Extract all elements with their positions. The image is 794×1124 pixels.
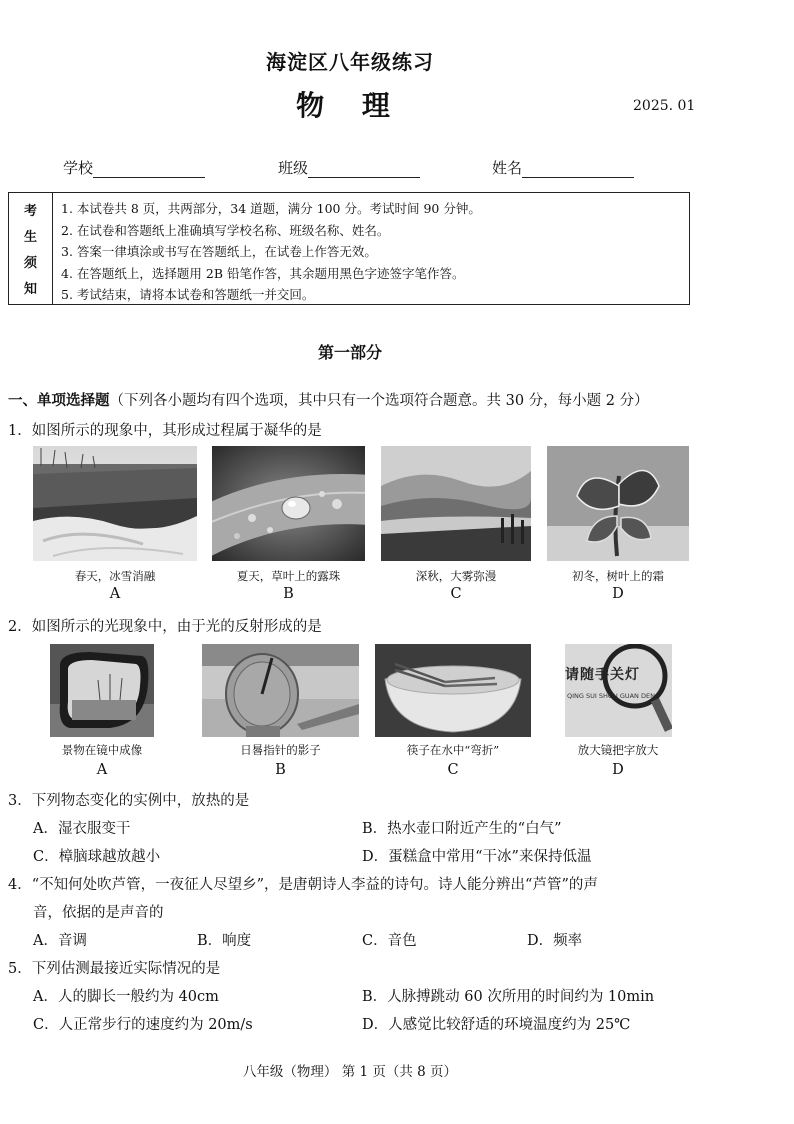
q2-option-a[interactable]: A xyxy=(96,762,108,778)
section-heading xyxy=(8,389,649,410)
q1-option-b[interactable]: B xyxy=(283,586,294,602)
magnifying-glass-icon xyxy=(565,644,672,737)
section-note: （下列各小题均有四个选项，其中只有一个选项符合题意。共 30 分，每小题 2 分） xyxy=(109,393,649,409)
notice-item: 4. 在答题纸上，选择题用 2B 铅笔作答，其余题用黑色字迹签字笔作答。 xyxy=(61,265,465,281)
q3-option-a[interactable]: A．湿衣服变干 xyxy=(33,821,131,837)
q1-option-a[interactable]: A xyxy=(109,586,121,602)
q4-option-b[interactable]: B．响度 xyxy=(197,933,252,949)
sundial-photo xyxy=(202,644,359,737)
question-3-stem: 3．下列物态变化的实例中，放热的是 xyxy=(8,793,250,809)
page-footer: 八年级（物理） 第 1 页（共 8 页） xyxy=(242,1064,458,1080)
q2-caption-b: 日晷指针的影子 xyxy=(240,743,321,757)
dew-drop-photo xyxy=(212,446,365,561)
frost-leaf-photo xyxy=(547,446,689,561)
q2-caption-c: 筷子在水中“弯折” xyxy=(406,743,500,757)
question-2-stem: 2．如图所示的光现象中，由于光的反射形成的是 xyxy=(8,619,322,635)
notice-item: 2. 在试卷和答题纸上准确填写学校名称、班级名称、姓名。 xyxy=(61,222,390,238)
subject-title: 物 理 xyxy=(296,89,404,122)
question-4-stem-line2: 音，依据的是声音的 xyxy=(33,905,164,921)
q1-caption-c: 深秋，大雾弥漫 xyxy=(415,569,497,583)
class-label: 班级 xyxy=(278,159,309,177)
q4-option-c[interactable]: C．音色 xyxy=(362,933,417,949)
class-field xyxy=(278,157,420,178)
exam-date: 2025. 01 xyxy=(633,98,696,114)
car-mirror-photo xyxy=(50,644,154,737)
q1-option-d[interactable]: D xyxy=(612,586,624,602)
q2-option-b[interactable]: B xyxy=(275,762,286,778)
notice-item: 3. 答案一律填涂或书写在答题纸上，在试卷上作答无效。 xyxy=(61,244,377,259)
q2-caption-d: 放大镜把字放大 xyxy=(577,743,659,757)
name-field xyxy=(492,157,634,178)
q2-option-d[interactable]: D xyxy=(612,762,624,778)
sign-text: 请随手关灯 xyxy=(565,667,640,683)
q5-option-c[interactable]: C．人正常步行的速度约为 20m/s xyxy=(33,1017,253,1033)
river-ice-photo xyxy=(33,446,197,561)
q3-option-d[interactable]: D．蛋糕盒中常用“干冰”来保持低温 xyxy=(362,849,592,865)
q4-option-a[interactable]: A．音调 xyxy=(33,933,87,949)
q5-option-a[interactable]: A．人的脚长一般约为 40cm xyxy=(33,989,219,1005)
notice-items xyxy=(61,198,481,306)
sign-pinyin: QING SUI SHOU GUAN DENG xyxy=(567,692,660,700)
question-1-stem: 1．如图所示的现象中，其形成过程属于凝华的是 xyxy=(8,423,322,439)
part-title: 第一部分 xyxy=(317,343,382,362)
q1-caption-d: 初冬，树叶上的霜 xyxy=(572,569,664,583)
foggy-mountain-photo xyxy=(381,446,531,561)
class-blank[interactable] xyxy=(308,163,420,178)
notice-item: 5. 考试结束，请将本试卷和答题纸一并交回。 xyxy=(61,287,315,302)
question-5-stem: 5．下列估测最接近实际情况的是 xyxy=(8,961,221,977)
notice-item: 1. 本试卷共 8 页，共两部分，34 道题，满分 100 分。考试时间 90 分钟。 xyxy=(61,201,481,216)
q5-option-b[interactable]: B．人脉搏跳动 60 次所用的时间约为 10min xyxy=(362,989,655,1005)
q5-option-d[interactable]: D．人感觉比较舒适的环境温度约为 25℃ xyxy=(362,1017,631,1033)
name-label: 姓名 xyxy=(492,159,523,177)
q1-option-c[interactable]: C xyxy=(450,586,462,602)
notice-box xyxy=(8,192,690,305)
question-4-stem-line1: 4．“不知何处吹芦管，一夜征人尽望乡”，是唐朝诗人李益的诗句。诗人能分辨出“芦管”的声 xyxy=(8,877,598,893)
q3-option-c[interactable]: C．樟脑球越放越小 xyxy=(33,849,161,865)
magnifier-photo xyxy=(565,644,672,737)
school-label: 学校 xyxy=(63,159,94,177)
chopsticks-bowl-photo xyxy=(375,644,531,737)
school-field xyxy=(63,157,205,178)
exam-title: 海淀区八年级练习 xyxy=(266,50,434,74)
q2-caption-a: 景物在镜中成像 xyxy=(61,743,143,757)
name-blank[interactable] xyxy=(522,163,634,178)
section-heading-label: 一、单项选择题 xyxy=(8,392,110,409)
q1-caption-b: 夏天，草叶上的露珠 xyxy=(236,569,341,583)
school-blank[interactable] xyxy=(93,163,205,178)
q2-option-c[interactable]: C xyxy=(447,762,459,778)
q1-caption-a: 春天，冰雪消融 xyxy=(74,569,156,583)
q3-option-b[interactable]: B．热水壶口附近产生的“白气” xyxy=(362,821,562,837)
notice-label: 考 生 须 知 xyxy=(9,193,53,304)
q4-option-d[interactable]: D．频率 xyxy=(527,933,583,949)
